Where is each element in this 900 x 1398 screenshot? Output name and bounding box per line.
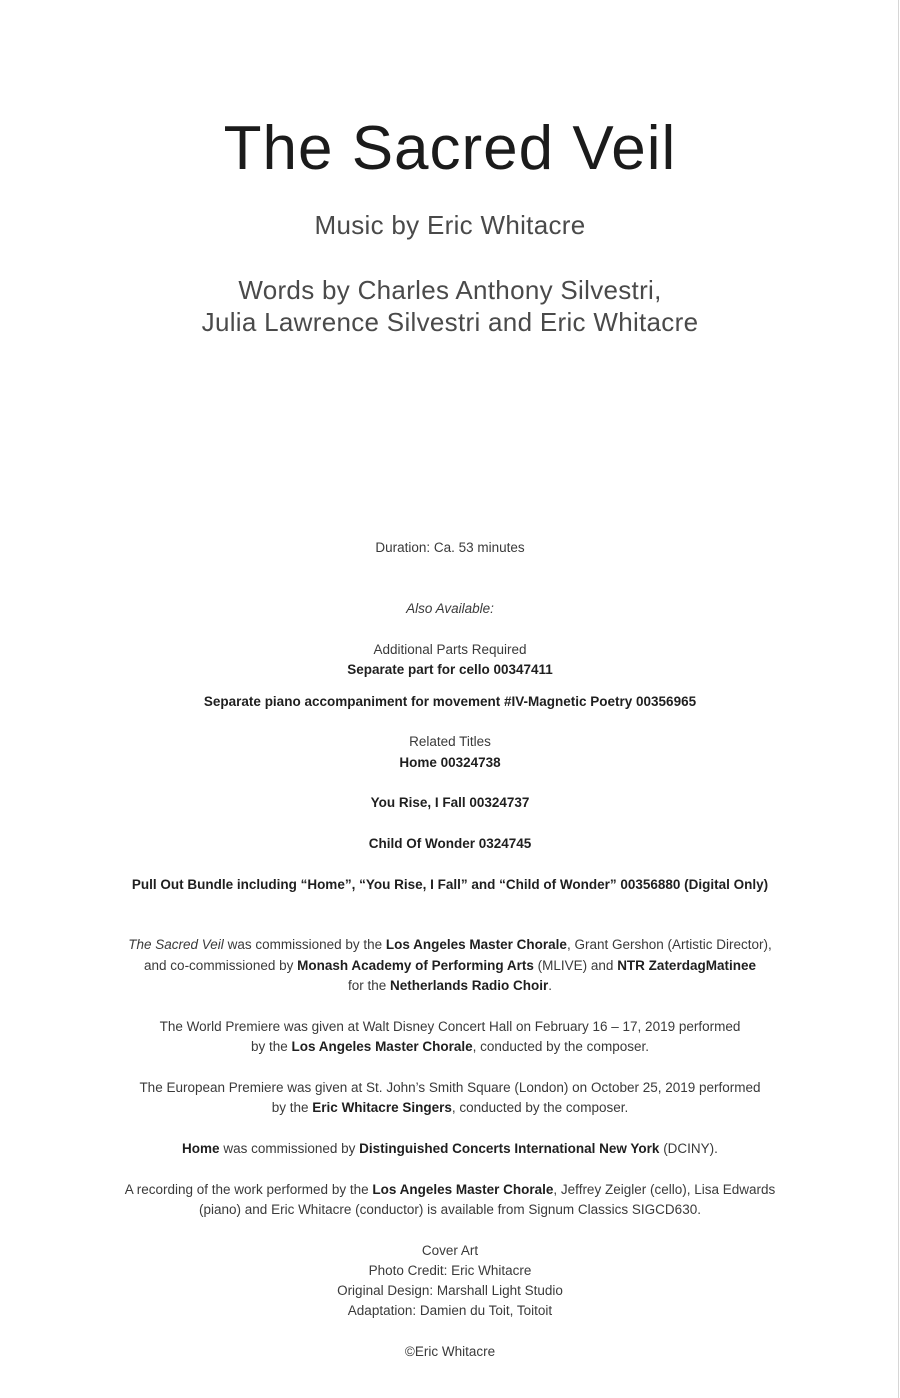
performer-name: Los Angeles Master Chorale (372, 1182, 554, 1197)
recording-line-1 (0, 1180, 900, 1200)
adaptation-credit: Adaptation: Damien du Toit, Toitoit (347, 1303, 553, 1318)
commission-text: (DCINY). (659, 1141, 718, 1156)
related-title-item: You Rise, I Fall 00324737 (370, 795, 530, 810)
commission-line-3 (0, 976, 900, 996)
related-title-item: Home 00324738 (399, 755, 501, 770)
additional-parts-heading: Additional Parts Required (373, 642, 527, 657)
premiere-text: , conducted by the composer. (451, 1100, 629, 1115)
also-available-heading: Also Available: (406, 601, 494, 616)
commission-line-1 (0, 935, 900, 955)
commission-text: and co-commissioned by (144, 958, 298, 973)
lyricist-credit-line-1: Words by Charles Anthony Silvestri, (238, 275, 662, 305)
work-title-italic: The Sacred Veil (128, 937, 224, 952)
european-premiere-line-2 (0, 1098, 900, 1118)
european-premiere-line-1: The European Premiere was given at St. John’s Smith Square (London) on October 25, 2019 performed (139, 1080, 761, 1095)
recording-line-2: (piano) and Eric Whitacre (conductor) is available from Signum Classics SIGCD630. (199, 1202, 701, 1217)
page-title: The Sacred Veil (223, 114, 677, 183)
commission-text: was commissioned by (219, 1141, 360, 1156)
lyricist-credit (0, 274, 900, 338)
composer-credit: Music by Eric Whitacre (314, 210, 586, 240)
commission-text: . (548, 978, 553, 993)
performer-name: Eric Whitacre Singers (312, 1100, 452, 1115)
choir-name: Netherlands Radio Choir (389, 978, 549, 993)
world-premiere-line-2 (0, 1037, 900, 1057)
work-name: Home (182, 1141, 220, 1156)
recording-text: A recording of the work performed by the (124, 1182, 373, 1197)
world-premiere-line-1: The World Premiere was given at Walt Disney Concert Hall on February 16 – 17, 2019 performed (159, 1019, 741, 1034)
copyright-notice: ©Eric Whitacre (404, 1344, 496, 1359)
co-commissioner-name: NTR ZaterdagMatinee (617, 958, 756, 973)
duration-text: Duration: Ca. 53 minutes (375, 540, 525, 555)
commissioner-name: Distinguished Concerts International New York (359, 1141, 660, 1156)
commission-line-2 (0, 956, 900, 976)
performer-name: Los Angeles Master Chorale (291, 1039, 473, 1054)
piano-accompaniment-item: Separate piano accompaniment for movement #IV-Magnetic Poetry 00356965 (203, 694, 697, 709)
premiere-text: by the (271, 1100, 313, 1115)
related-title-item: Child Of Wonder 0324745 (368, 836, 532, 851)
lyricist-credit-line-2: Julia Lawrence Silvestri and Eric Whitacre (201, 307, 699, 337)
premiere-text: by the (251, 1039, 292, 1054)
photo-credit: Photo Credit: Eric Whitacre (368, 1263, 532, 1278)
premiere-text: , conducted by the composer. (472, 1039, 649, 1054)
commission-text: for the (347, 978, 390, 993)
commission-text: , Grant Gershon (Artistic Director), (566, 937, 772, 952)
commission-text: (MLIVE) and (533, 958, 618, 973)
related-titles-heading: Related Titles (409, 734, 491, 749)
original-design-credit: Original Design: Marshall Light Studio (337, 1283, 563, 1298)
co-commissioner-name: Monash Academy of Performing Arts (297, 958, 534, 973)
commissioner-name: Los Angeles Master Chorale (385, 937, 567, 952)
related-title-item: Pull Out Bundle including “Home”, “You Rise, I Fall” and “Child of Wonder” 00356880 (Digital Only) (131, 877, 769, 892)
cover-art-heading: Cover Art (421, 1243, 479, 1258)
cello-part-item: Separate part for cello 00347411 (347, 662, 553, 677)
home-commission-line (0, 1139, 900, 1159)
recording-text: , Jeffrey Zeigler (cello), Lisa Edwards (553, 1182, 776, 1197)
commission-text: was commissioned by the (223, 937, 386, 952)
